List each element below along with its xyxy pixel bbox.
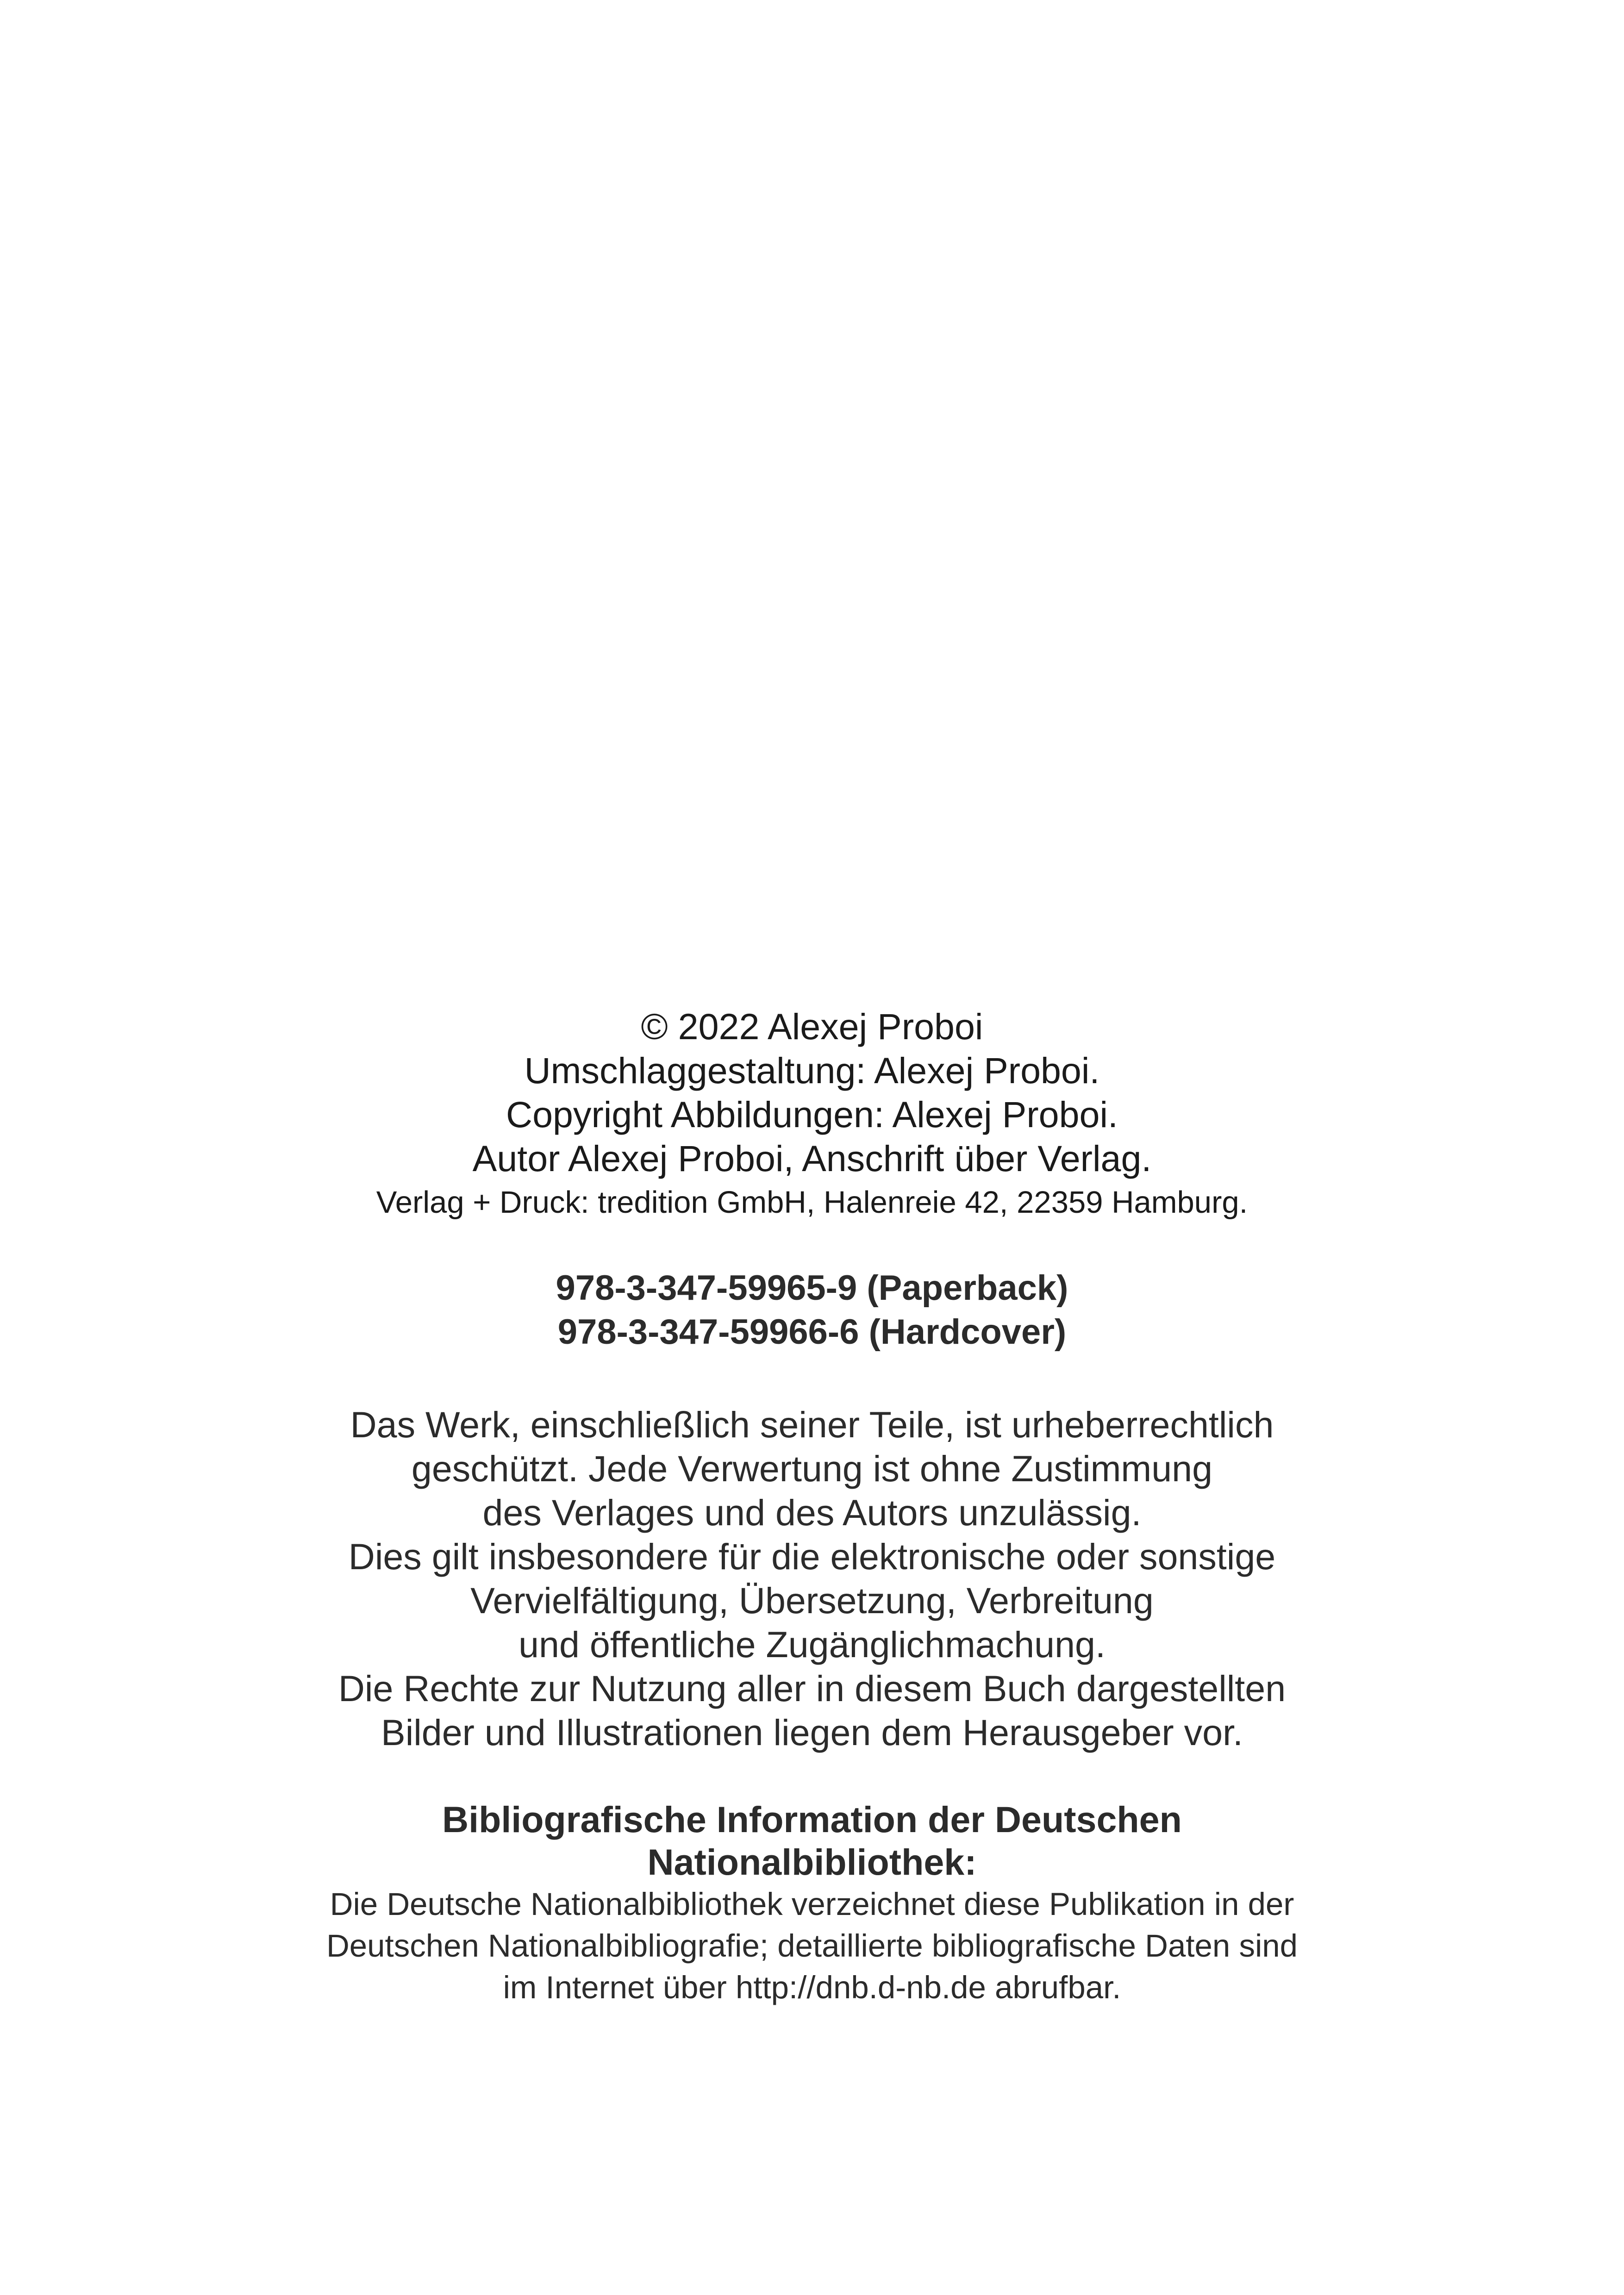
- biblio-heading: Bibliografische Information der Deutschen: [442, 1799, 1182, 1840]
- biblio-text-line: Die Deutsche Nationalbibliothek verzeichnet diese Publikation in der: [330, 1886, 1294, 1922]
- author-address-line: Autor Alexej Proboi, Anschrift über Verlag.: [472, 1138, 1152, 1179]
- isbn-section: [0, 1266, 1624, 1354]
- rights-line: geschützt. Jede Verwertung ist ohne Zustimmung: [411, 1448, 1213, 1489]
- cover-design-line: Umschlaggestaltung: Alexej Proboi.: [524, 1050, 1100, 1091]
- isbn-hardcover: 978-3-347-59966-6 (Hardcover): [557, 1312, 1067, 1352]
- biblio-text-line: im Internet über http://dnb.d-nb.de abrufbar.: [503, 1970, 1121, 2005]
- imprint-block: [0, 1004, 1624, 2008]
- rights-line: des Verlages und des Autors unzulässig.: [482, 1492, 1142, 1533]
- rights-line: Bilder und Illustrationen liegen dem Herausgeber vor.: [381, 1712, 1243, 1753]
- rights-line: Die Rechte zur Nutzung aller in diesem Buch dargestellten: [338, 1668, 1286, 1709]
- biblio-heading: Nationalbibliothek:: [647, 1841, 977, 1883]
- rights-line: Vervielfältigung, Übersetzung, Verbreitung: [470, 1580, 1154, 1621]
- credits-section: [0, 1004, 1624, 1224]
- bibliographic-info: [0, 1798, 1624, 2008]
- image-copyright-line: Copyright Abbildungen: Alexej Proboi.: [506, 1094, 1118, 1135]
- publisher-line: Verlag + Druck: tredition GmbH, Halenreie 42, 22359 Hamburg.: [376, 1185, 1248, 1220]
- biblio-text-line: Deutschen Nationalbibliografie; detaillierte bibliografische Daten sind: [326, 1928, 1298, 1964]
- isbn-paperback: 978-3-347-59965-9 (Paperback): [556, 1268, 1068, 1308]
- copyright-line: © 2022 Alexej Proboi: [641, 1006, 983, 1047]
- rights-line: Das Werk, einschließlich seiner Teile, ist urheberrechtlich: [350, 1404, 1274, 1445]
- rights-notice: [0, 1403, 1624, 1754]
- rights-line: und öffentliche Zugänglichmachung.: [518, 1624, 1106, 1665]
- rights-line: Dies gilt insbesondere für die elektronische oder sonstige: [348, 1536, 1276, 1577]
